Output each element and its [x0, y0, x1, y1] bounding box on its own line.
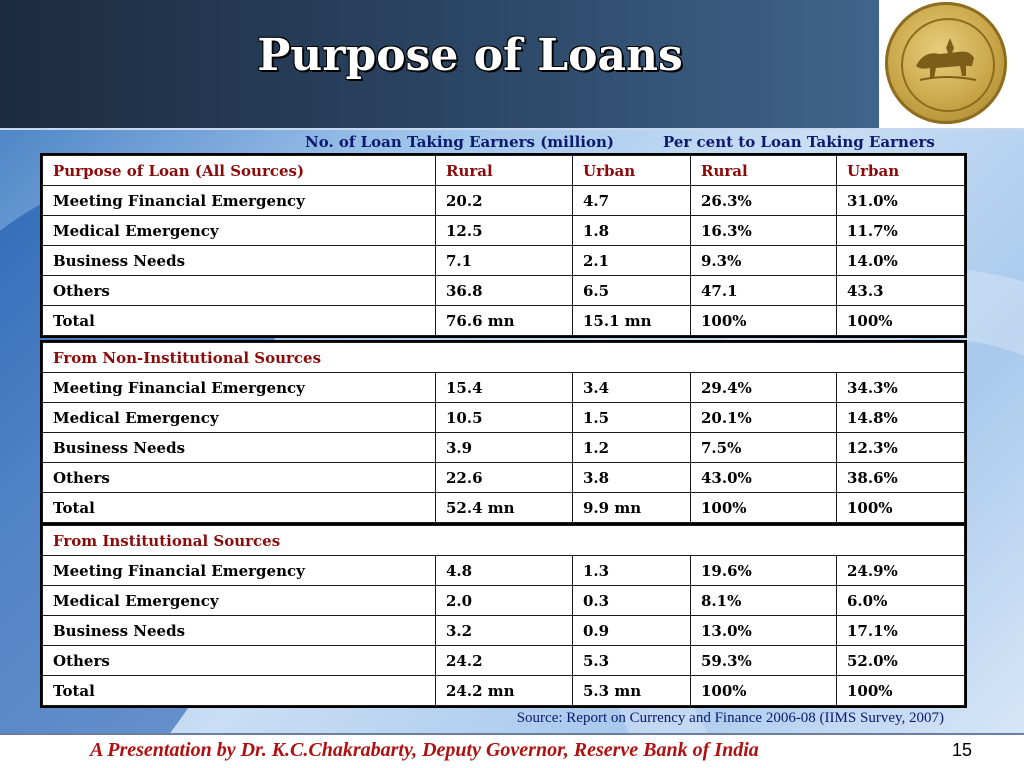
table-row: [43, 616, 965, 646]
table-cell: 52.0%: [837, 646, 965, 676]
table-cell: 31.0%: [837, 186, 965, 216]
table-cell: Business Needs: [43, 433, 436, 463]
table-row: [43, 373, 965, 403]
table-cell: 3.4: [573, 373, 691, 403]
presentation-credit: A Presentation by Dr. K.C.Chakrabarty, Deputy Governor, Reserve Bank of India: [90, 739, 759, 761]
table-cell: 20.1%: [691, 403, 837, 433]
table-all-sources: [42, 155, 965, 336]
logo-area: [879, 0, 1024, 128]
table-cell: 24.9%: [837, 556, 965, 586]
table-cell: 100%: [837, 676, 965, 706]
table-cell: 24.2: [436, 646, 573, 676]
source-note: Source: Report on Currency and Finance 2006-08 (IIMS Survey, 2007): [516, 710, 944, 726]
table-row: [43, 276, 965, 306]
table-cell: 24.2 mn: [436, 676, 573, 706]
table-institutional: [42, 525, 965, 706]
table-cell: 100%: [837, 306, 965, 336]
table-cell: 14.0%: [837, 246, 965, 276]
table-cell: Medical Emergency: [43, 216, 436, 246]
table-row: [43, 586, 965, 616]
section-heading: From Institutional Sources: [43, 526, 965, 556]
header-cell: Urban: [573, 156, 691, 186]
table-cell: 22.6: [436, 463, 573, 493]
table-cell: Meeting Financial Emergency: [43, 373, 436, 403]
table-row: [43, 403, 965, 433]
table-cell: 7.1: [436, 246, 573, 276]
table-cell: 52.4 mn: [436, 493, 573, 523]
table-cell: 1.5: [573, 403, 691, 433]
table-cell: Business Needs: [43, 246, 436, 276]
table-row: [43, 493, 965, 523]
title-bar: [0, 0, 879, 128]
table-cell: Business Needs: [43, 616, 436, 646]
table-cell: 12.3%: [837, 433, 965, 463]
table-cell: 9.3%: [691, 246, 837, 276]
table-cell: Others: [43, 276, 436, 306]
rbi-seal-icon: [885, 2, 1007, 124]
table-row: [43, 463, 965, 493]
table-cell: Meeting Financial Emergency: [43, 186, 436, 216]
table-cell: 6.0%: [837, 586, 965, 616]
table-row: [43, 216, 965, 246]
table-cell: 100%: [691, 306, 837, 336]
table-cell: 8.1%: [691, 586, 837, 616]
table-cell: Meeting Financial Emergency: [43, 556, 436, 586]
header-cell: Rural: [436, 156, 573, 186]
table-cell: 1.2: [573, 433, 691, 463]
section-heading: From Non-Institutional Sources: [43, 343, 965, 373]
table-cell: Medical Emergency: [43, 586, 436, 616]
table-cell: 11.7%: [837, 216, 965, 246]
table-row: [43, 433, 965, 463]
table-cell: 1.8: [573, 216, 691, 246]
table-cell: Medical Emergency: [43, 403, 436, 433]
column-group-count: No. of Loan Taking Earners (million): [305, 133, 614, 151]
table-cell: Total: [43, 306, 436, 336]
table-cell: 4.8: [436, 556, 573, 586]
header-cell: Rural: [691, 156, 837, 186]
slide-title: Purpose of Loans: [257, 30, 683, 81]
table-cell: 2.1: [573, 246, 691, 276]
table-cell: 38.6%: [837, 463, 965, 493]
page-number: 15: [951, 740, 972, 760]
table-row: [43, 306, 965, 336]
table-cell: 3.9: [436, 433, 573, 463]
table-cell: 10.5: [436, 403, 573, 433]
column-group-percent: Per cent to Loan Taking Earners: [663, 133, 935, 151]
header-cell: Purpose of Loan (All Sources): [43, 156, 436, 186]
table-row: [43, 646, 965, 676]
table-cell: 17.1%: [837, 616, 965, 646]
table-cell: 16.3%: [691, 216, 837, 246]
table-cell: 6.5: [573, 276, 691, 306]
table-cell: 13.0%: [691, 616, 837, 646]
section-header-row: [43, 343, 965, 373]
table-cell: 26.3%: [691, 186, 837, 216]
table-cell: 19.6%: [691, 556, 837, 586]
table-cell: 5.3 mn: [573, 676, 691, 706]
table-cell: 5.3: [573, 646, 691, 676]
table-cell: 43.3: [837, 276, 965, 306]
table-cell: 15.1 mn: [573, 306, 691, 336]
table-header-row: [43, 156, 965, 186]
table-cell: 14.8%: [837, 403, 965, 433]
table-cell: 100%: [837, 493, 965, 523]
table-cell: 59.3%: [691, 646, 837, 676]
table-cell: Total: [43, 676, 436, 706]
table-cell: Others: [43, 646, 436, 676]
footer-bar: [0, 735, 1024, 768]
header-cell: Urban: [837, 156, 965, 186]
table-cell: 2.0: [436, 586, 573, 616]
table-cell: 0.9: [573, 616, 691, 646]
table-cell: Others: [43, 463, 436, 493]
table-cell: 34.3%: [837, 373, 965, 403]
table-cell: 4.7: [573, 186, 691, 216]
table-cell: 100%: [691, 676, 837, 706]
table-row: [43, 246, 965, 276]
table-cell: 43.0%: [691, 463, 837, 493]
table-cell: 20.2: [436, 186, 573, 216]
table-cell: 9.9 mn: [573, 493, 691, 523]
table-cell: 36.8: [436, 276, 573, 306]
table-non-institutional: [42, 342, 965, 523]
table-cell: 47.1: [691, 276, 837, 306]
table-row: [43, 556, 965, 586]
table-cell: 12.5: [436, 216, 573, 246]
table-cell: 15.4: [436, 373, 573, 403]
table-cell: 3.8: [573, 463, 691, 493]
table-cell: 1.3: [573, 556, 691, 586]
table-cell: 7.5%: [691, 433, 837, 463]
table-cell: Total: [43, 493, 436, 523]
table-row: [43, 676, 965, 706]
table-cell: 100%: [691, 493, 837, 523]
section-header-row: [43, 526, 965, 556]
table-cell: 0.3: [573, 586, 691, 616]
table-cell: 3.2: [436, 616, 573, 646]
table-cell: 29.4%: [691, 373, 837, 403]
table-cell: 76.6 mn: [436, 306, 573, 336]
table-row: [43, 186, 965, 216]
